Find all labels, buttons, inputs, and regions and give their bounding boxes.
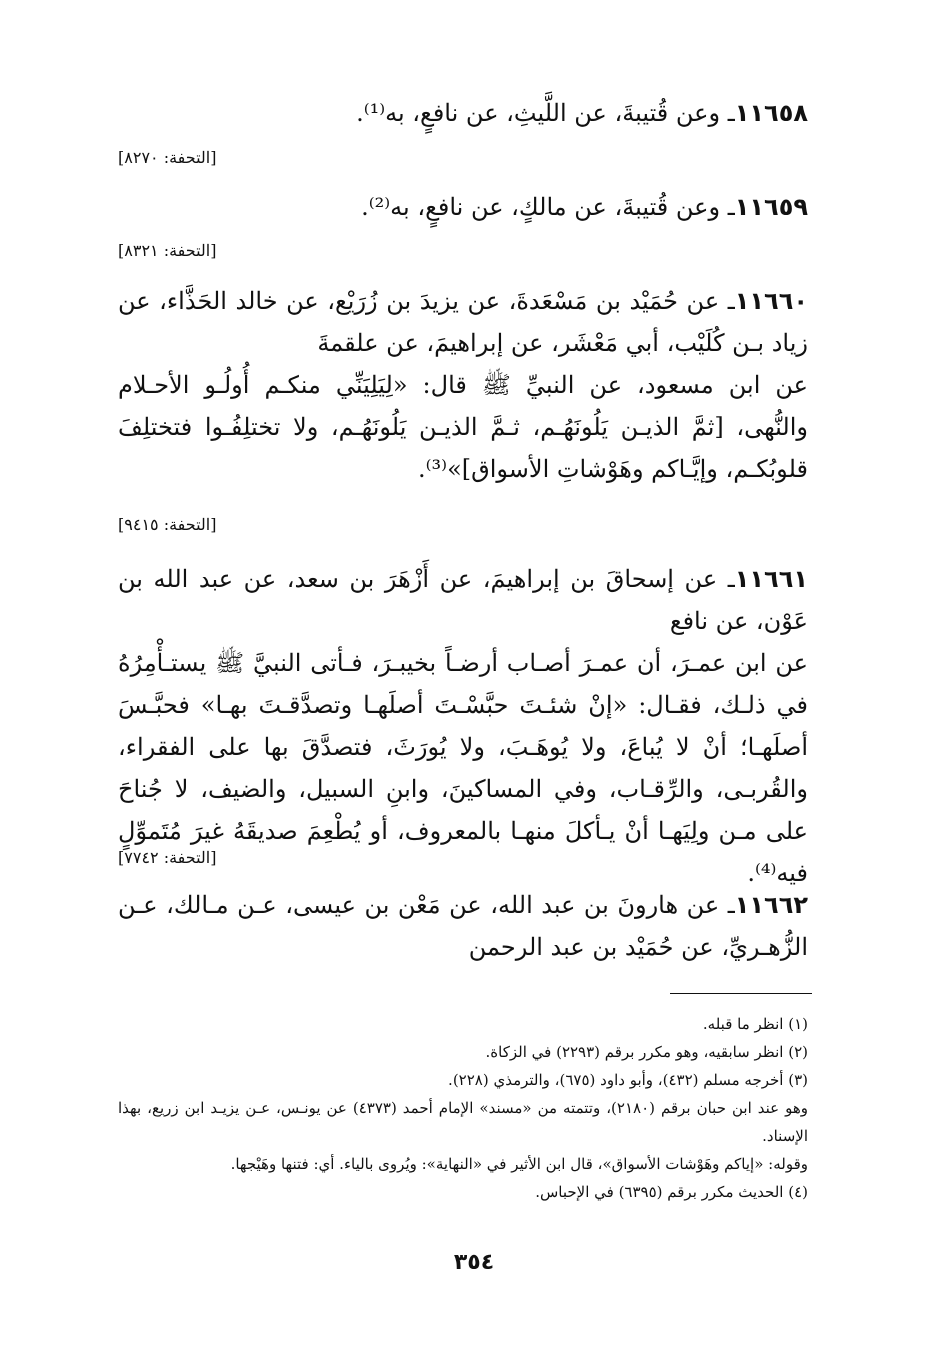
footnote: وقوله: «إياكم وهَوْشات الأسواق»، قال ابن الأثير في «النهاية»: ويُروى بالياء. أي: فتنها وهَيْجها. [230,1155,808,1173]
hadith-11660 [118,280,808,490]
tuhfa-reference: [التحفة: ٩٤١٥] [118,515,217,534]
hadith-number: ١١٦٥٨ [734,99,808,127]
hadith-number: ١١٦٥٩ [734,193,808,221]
footnote: (٢) انظر سابقيه، وهو مكرر برقم (٢٢٩٣) في الزكاة. [485,1043,808,1061]
footnotes [118,1010,808,1206]
tuhfa-reference: [التحفة: ٨٢٧٠] [118,148,217,167]
hadith-number: ١١٦٦٢ [734,891,808,919]
footnote-separator [670,993,812,994]
footnote: (٤) الحديث مكرر برقم (٦٣٩٥) في الإحباس. [535,1183,808,1201]
hadith-number: ١١٦٦١ [734,565,808,593]
hadith-text: ـ وعن قُتيبةَ، عن اللَّيثِ، عن نافعٍ، به⁽¹⁾. [356,99,735,127]
hadith-matn: عن ابن عمـرَ، أن عمـرَ أصـاب أرضـاً بخيبـرَ، فـأتى النبيَّ ﷺ يستـأْمِرُهُ في ذلـك، فقـال: «إنْ شئـتَ حبَّسْـتَ أصلَهـا وتصدَّقـتَ بهـا» فحبَّـسَ أصلَهـا؛ أنْ لا يُباعَ، ولا يُوهَـبَ، ولا يُورَثَ، فتصدَّقَ بها على الفقراء، والقُربـى، والرِّقـاب، وفي المساكينَ، وابنِ السبيل، والضيف، لا جُناحَ على مـن ولِيَهـا أنْ يـأكلَ منهـا بالمعروف، أو يُطْعِمَ صديقَهُ غيرَ مُتَموِّلٍ فيه⁽⁴⁾. [118,649,809,887]
hadith-text: ـ وعن قُتيبةَ، عن مالكٍ، عن نافعٍ، به⁽²⁾. [361,193,735,221]
hadith-11659 [118,186,808,228]
hadith-isnad: ـ عن حُمَيْد بن مَسْعَدةَ، عن يزيدَ بن زُرَيْع، عن خالد الحَذَّاء، عن زياد بـن كُلَيْب، أبي مَعْشَر، عن إبراهيمَ، عن علقمةَ [118,287,808,357]
hadith-isnad: ـ عن إسحاقَ بن إبراهيمَ، عن أَزْهَرَ بن سعد، عن عبد الله بن عَوْن، عن نافع [118,565,808,635]
hadith-text: ـ عن هارونَ بن عبد الله، عن مَعْن بن عيسى، عـن مـالك، عـن الزُّهـريِّ، عن حُمَيْد بن عبد الرحمن [118,891,808,961]
footnote: (١) انظر ما قبله. [702,1015,808,1033]
hadith-11658 [118,92,808,134]
footnote: وهو عند ابن حبان برقم (٢١٨٠)، وتتمته من «مسند» الإمام أحمد (٤٣٧٣) عن يونـس، عـن يزيـد ابن زريع، بهذا الإسناد. [118,1099,808,1145]
tuhfa-reference: [التحفة: ٧٧٤٢] [118,848,217,867]
page-number: ٣٥٤ [453,1250,495,1275]
footnote: (٣) أخرجه مسلم (٤٣٢)، وأبو داود (٦٧٥)، والترمذي (٢٢٨). [448,1071,808,1089]
hadith-11661 [118,558,808,894]
hadith-number: ١١٦٦٠ [734,287,808,315]
hadith-matn: عن ابن مسعود، عن النبيِّ ﷺ قال: «لِيَلِيَنِّي منكـم أُولُـو الأحـلام والنُّهى، [ثمَّ الذيـن يَلُونَهُـم، ثـمَّ الذيـن يَلُونَهُـم، ولا تختلِفُـوا فتختلِفَ قلوبُكـم، وإيَّـاكم وهَوْشاتِ الأسواق]»⁽³⁾. [118,371,808,483]
hadith-11662 [118,884,808,968]
tuhfa-reference: [التحفة: ٨٣٢١] [118,241,217,260]
